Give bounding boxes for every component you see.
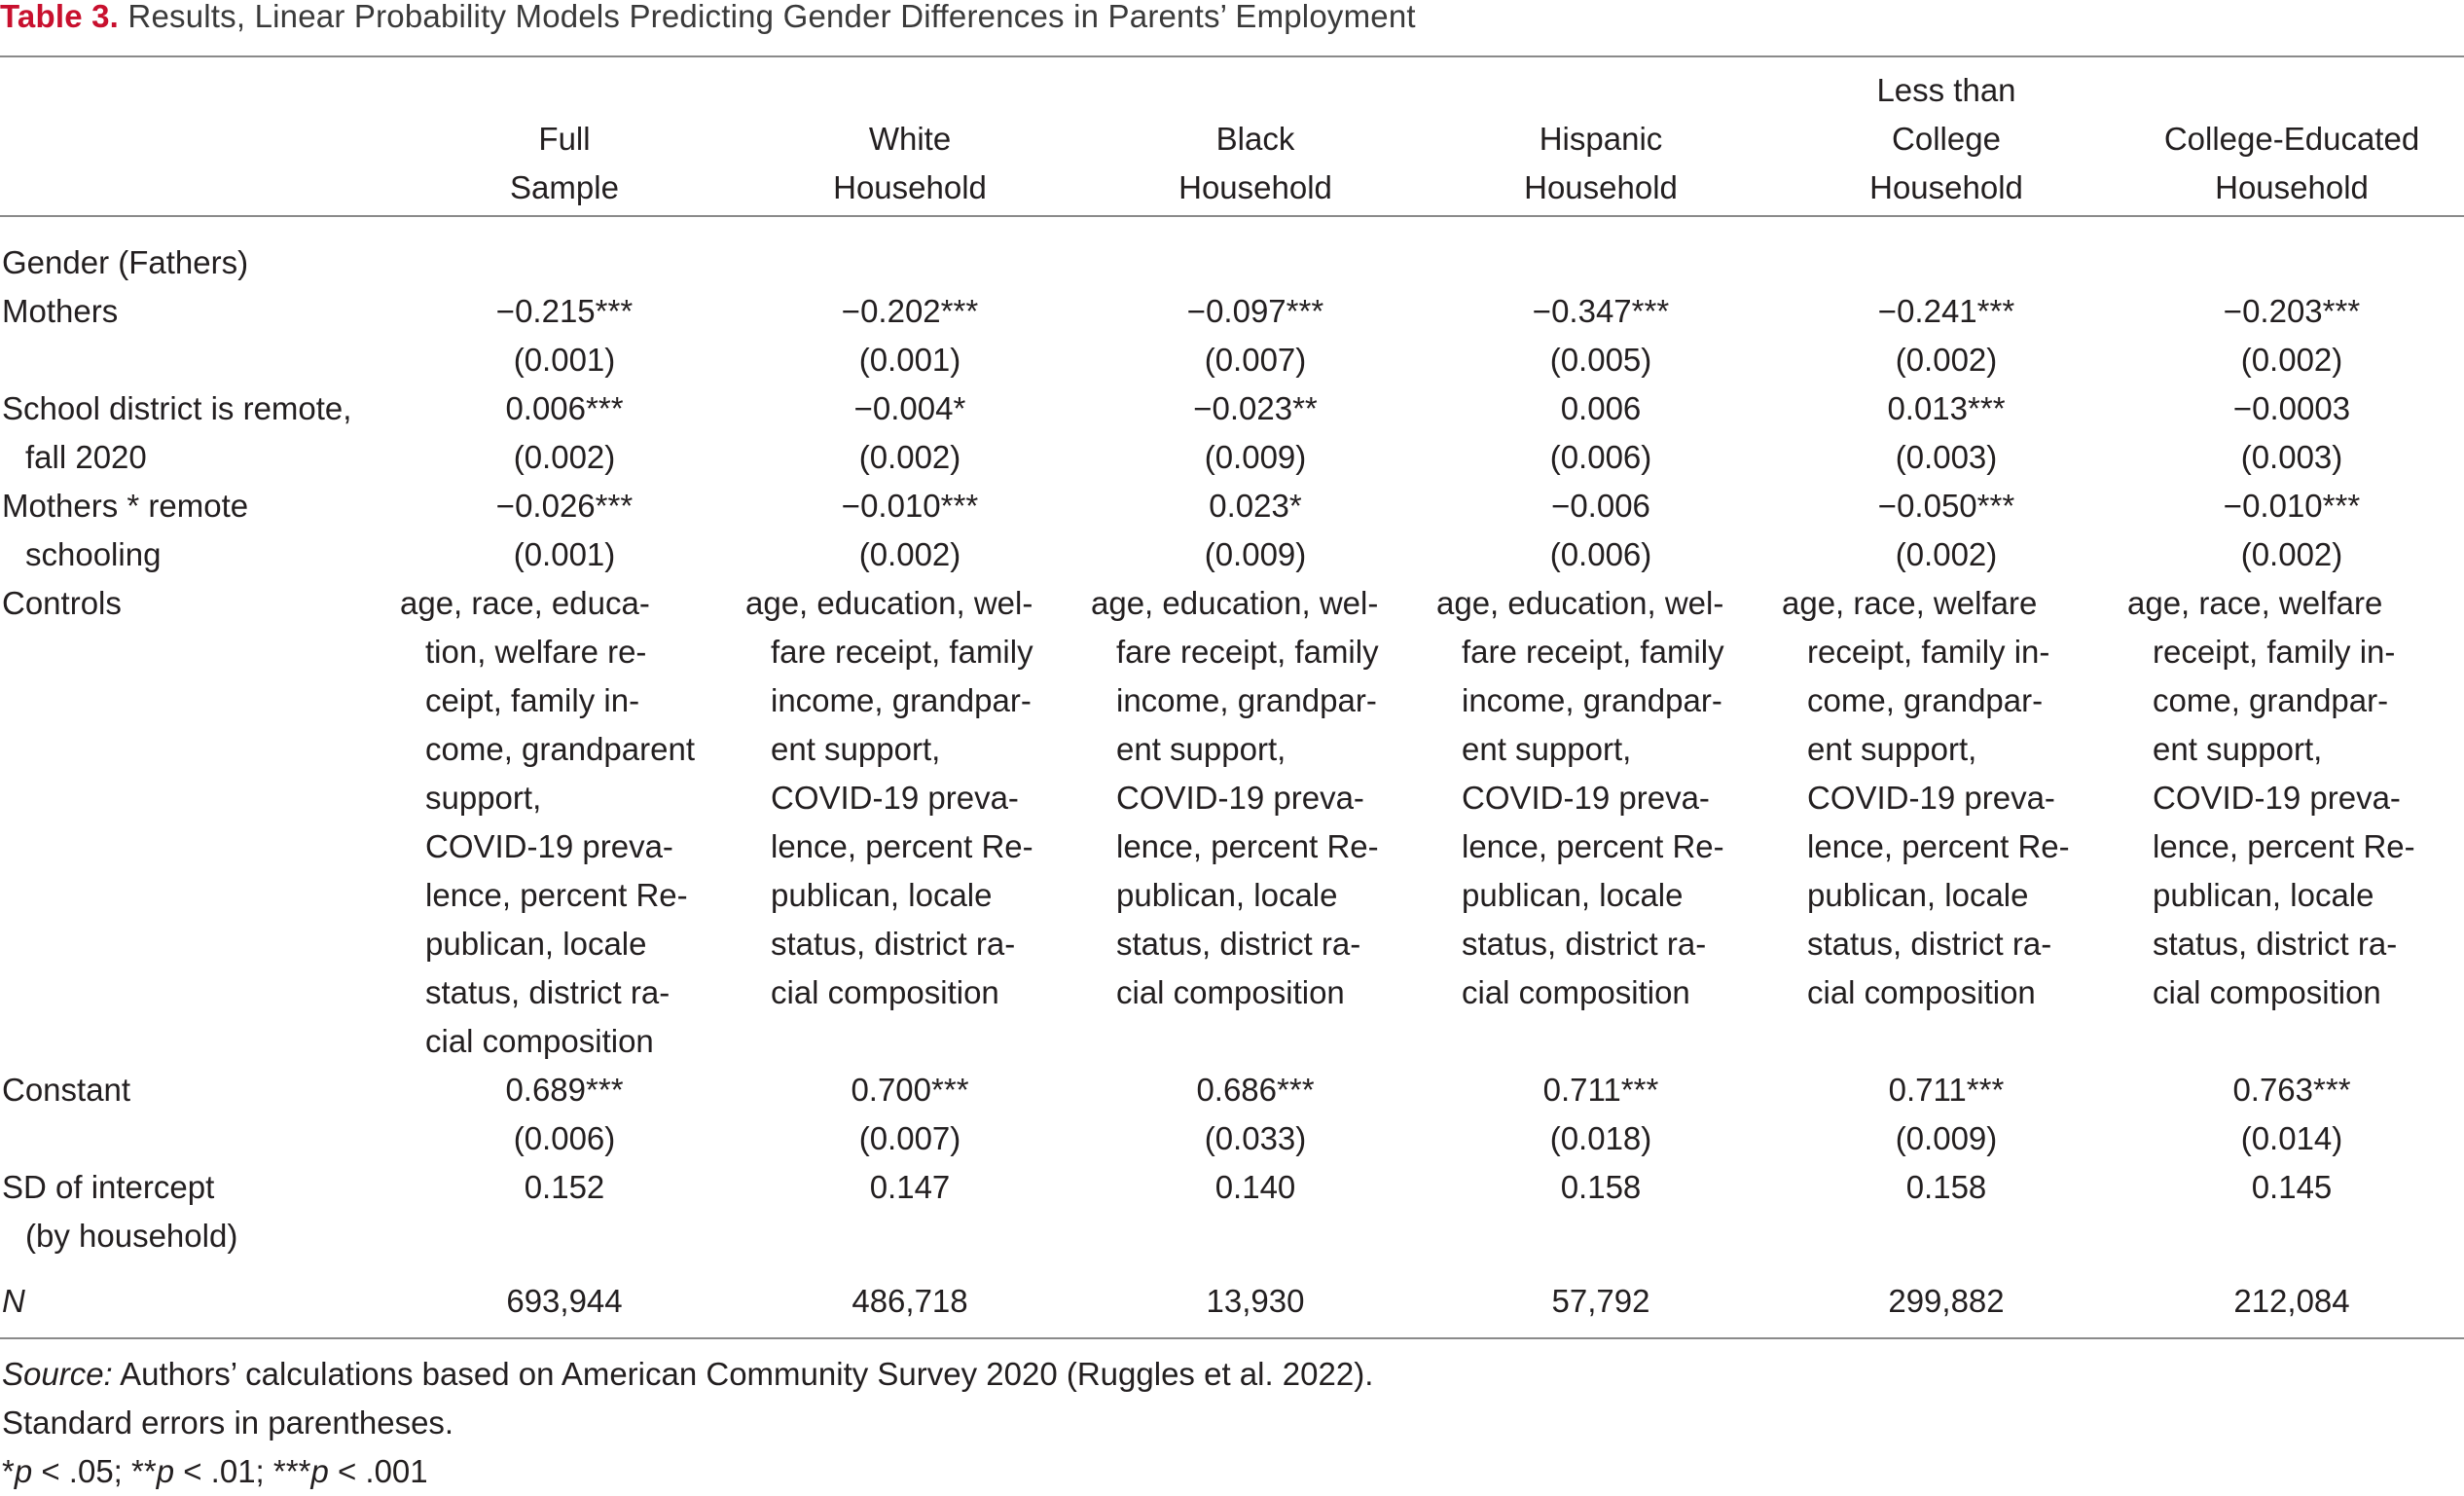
- controls-line: tion, welfare re-: [425, 634, 647, 670]
- controls-line: ent support,: [1807, 731, 1977, 767]
- interaction-coef-cell: −0.006: [1551, 488, 1650, 524]
- mothers-se-cell: (0.001): [858, 342, 961, 378]
- constant-se-cell: (0.009): [1895, 1120, 1998, 1156]
- row-label-remote-cont: fall 2020: [25, 439, 147, 475]
- controls-line: age, race, welfare: [2127, 585, 2383, 621]
- mothers-se-cell: (0.007): [1204, 342, 1307, 378]
- column-header-college-educated: College-Educated Household: [2163, 121, 2420, 205]
- controls-cell: [1782, 579, 2070, 1017]
- remote-se-cell: (0.009): [1204, 439, 1307, 475]
- controls-cell: [1091, 579, 1379, 1017]
- constant-se-cell: (0.014): [2240, 1120, 2343, 1156]
- row-label-interaction: Mothers * remote: [2, 488, 249, 524]
- controls-line: receipt, family in-: [2153, 634, 2396, 670]
- interaction-coef-cell: −0.026***: [495, 488, 634, 524]
- row-label-interaction-cont: schooling: [25, 536, 162, 572]
- column-header-less-than-college: Less than College Household: [1869, 72, 2023, 205]
- column-header-full-sample: Full Sample: [510, 121, 619, 205]
- mothers-se-cell: (0.001): [513, 342, 616, 378]
- interaction-se-cell: (0.001): [513, 536, 616, 572]
- controls-cell: [2127, 579, 2415, 1017]
- controls-line: cial composition: [2153, 974, 2381, 1010]
- interaction-se-cell: (0.006): [1549, 536, 1652, 572]
- row-label-sd-intercept-cont: (by household): [25, 1218, 238, 1254]
- controls-line: publican, locale: [771, 877, 993, 913]
- controls-line: age, race, educa-: [400, 585, 650, 621]
- controls-line: cial composition: [1807, 974, 2036, 1010]
- controls-line: cial composition: [1462, 974, 1690, 1010]
- controls-line: cial composition: [1116, 974, 1345, 1010]
- mothers-coef-cell: −0.215***: [495, 293, 634, 329]
- controls-line: age, education, wel-: [745, 585, 1033, 621]
- controls-line: COVID-19 preva-: [2153, 780, 2401, 816]
- controls-line: status, district ra-: [1116, 926, 1361, 962]
- significance-note: *p < .05; **p < .01; ***p < .001: [2, 1453, 428, 1489]
- remote-se-cell: (0.003): [1895, 439, 1998, 475]
- mothers-coef-cell: −0.347***: [1532, 293, 1670, 329]
- remote-coef-cell: 0.006: [1560, 390, 1642, 426]
- interaction-se-cell: (0.002): [858, 536, 961, 572]
- mothers-se-cell: (0.002): [2240, 342, 2343, 378]
- interaction-se-cell: (0.002): [2240, 536, 2343, 572]
- n-cell: 57,792: [1551, 1283, 1650, 1319]
- controls-line: fare receipt, family: [1462, 634, 1724, 670]
- interaction-coef-cell: 0.023*: [1209, 488, 1302, 524]
- row-label-mothers: Mothers: [2, 293, 119, 329]
- row-label-gender: Gender (Fathers): [2, 244, 249, 280]
- interaction-se-cell: (0.002): [1895, 536, 1998, 572]
- row-label-controls: Controls: [2, 585, 122, 621]
- controls-line: age, education, wel-: [1091, 585, 1379, 621]
- column-header-black-household: Black Household: [1178, 121, 1332, 205]
- controls-line: income, grandpar-: [1116, 682, 1377, 718]
- controls-line: lence, percent Re-: [1807, 828, 2070, 864]
- controls-line: COVID-19 preva-: [1807, 780, 2055, 816]
- constant-coef-cell: 0.711***: [1542, 1072, 1659, 1108]
- sd-intercept-cell: 0.158: [1905, 1169, 1987, 1205]
- controls-line: ent support,: [2153, 731, 2323, 767]
- controls-line: lence, percent Re-: [425, 877, 688, 913]
- controls-line: publican, locale: [425, 926, 647, 962]
- constant-coef-cell: 0.763***: [2232, 1072, 2351, 1108]
- n-cell: 13,930: [1206, 1283, 1305, 1319]
- controls-cell: [745, 579, 1033, 1017]
- bottom-rule: [0, 1337, 2464, 1339]
- n-cell: 299,882: [1888, 1283, 2005, 1319]
- source-text: Authors’ calculations based on American Community Survey 2020 (Ruggles et al. 2022).: [112, 1356, 1374, 1392]
- controls-cell: [400, 579, 696, 1066]
- controls-line: cial composition: [771, 974, 999, 1010]
- sd-intercept-cell: 0.145: [2251, 1169, 2333, 1205]
- controls-line: publican, locale: [2153, 877, 2374, 913]
- constant-se-cell: (0.018): [1549, 1120, 1652, 1156]
- header-rule: [0, 215, 2464, 217]
- remote-coef-cell: 0.006***: [505, 390, 624, 426]
- controls-line: come, grandparent: [425, 731, 696, 767]
- controls-line: status, district ra-: [771, 926, 1016, 962]
- controls-line: publican, locale: [1462, 877, 1684, 913]
- top-rule: [0, 55, 2464, 57]
- controls-line: status, district ra-: [425, 974, 670, 1010]
- remote-se-cell: (0.002): [858, 439, 961, 475]
- row-label-constant: Constant: [2, 1072, 131, 1108]
- constant-coef-cell: 0.686***: [1196, 1072, 1315, 1108]
- row-label-remote: School district is remote,: [2, 390, 352, 426]
- sd-intercept-cell: 0.147: [869, 1169, 951, 1205]
- mothers-coef-cell: −0.202***: [841, 293, 979, 329]
- row-label-sd-intercept: SD of intercept: [2, 1169, 215, 1205]
- controls-line: status, district ra-: [1807, 926, 2052, 962]
- controls-line: publican, locale: [1116, 877, 1338, 913]
- controls-line: lence, percent Re-: [1116, 828, 1379, 864]
- controls-line: receipt, family in-: [1807, 634, 2050, 670]
- controls-cell: [1436, 579, 1724, 1017]
- mothers-se-cell: (0.002): [1895, 342, 1998, 378]
- standard-error-note: Standard errors in parentheses.: [2, 1405, 454, 1441]
- interaction-se-cell: (0.009): [1204, 536, 1307, 572]
- controls-line: COVID-19 preva-: [425, 828, 673, 864]
- controls-line: ceipt, family in-: [425, 682, 640, 718]
- source-note: [2, 1350, 1373, 1399]
- controls-line: COVID-19 preva-: [1116, 780, 1364, 816]
- remote-se-cell: (0.002): [513, 439, 616, 475]
- remote-coef-cell: −0.004*: [853, 390, 966, 426]
- controls-line: lence, percent Re-: [2153, 828, 2415, 864]
- controls-line: COVID-19 preva-: [1462, 780, 1710, 816]
- constant-se-cell: (0.007): [858, 1120, 961, 1156]
- interaction-coef-cell: −0.010***: [841, 488, 979, 524]
- constant-coef-cell: 0.689***: [505, 1072, 624, 1108]
- table-label: Table 3.: [0, 0, 120, 34]
- controls-line: come, grandpar-: [2153, 682, 2389, 718]
- remote-se-cell: (0.003): [2240, 439, 2343, 475]
- controls-line: income, grandpar-: [1462, 682, 1722, 718]
- controls-line: fare receipt, family: [771, 634, 1033, 670]
- controls-line: publican, locale: [1807, 877, 2029, 913]
- controls-line: fare receipt, family: [1116, 634, 1379, 670]
- interaction-coef-cell: −0.050***: [1877, 488, 2015, 524]
- n-cell: 693,944: [506, 1283, 623, 1319]
- table-title: Results, Linear Probability Models Predicting Gender Differences in Parents’ Employment: [127, 0, 1416, 34]
- controls-line: age, education, wel-: [1436, 585, 1724, 621]
- column-header-white-household: White Household: [833, 121, 987, 205]
- column-header-hispanic-household: Hispanic Household: [1524, 121, 1678, 205]
- controls-line: income, grandpar-: [771, 682, 1032, 718]
- controls-line: COVID-19 preva-: [771, 780, 1019, 816]
- controls-line: lence, percent Re-: [1462, 828, 1724, 864]
- remote-coef-cell: −0.0003: [2232, 390, 2351, 426]
- n-cell: 486,718: [852, 1283, 968, 1319]
- mothers-coef-cell: −0.203***: [2223, 293, 2361, 329]
- mothers-se-cell: (0.005): [1549, 342, 1652, 378]
- mothers-coef-cell: −0.241***: [1877, 293, 2015, 329]
- mothers-coef-cell: −0.097***: [1186, 293, 1324, 329]
- constant-coef-cell: 0.711***: [1888, 1072, 2005, 1108]
- table-caption: [0, 0, 1416, 33]
- controls-line: lence, percent Re-: [771, 828, 1033, 864]
- controls-line: ent support,: [1462, 731, 1632, 767]
- controls-line: come, grandpar-: [1807, 682, 2044, 718]
- constant-se-cell: (0.033): [1204, 1120, 1307, 1156]
- remote-coef-cell: −0.023**: [1193, 390, 1318, 426]
- controls-line: status, district ra-: [1462, 926, 1707, 962]
- controls-line: ent support,: [1116, 731, 1286, 767]
- remote-coef-cell: 0.013***: [1887, 390, 2006, 426]
- sd-intercept-cell: 0.152: [524, 1169, 605, 1205]
- controls-line: age, race, welfare: [1782, 585, 2038, 621]
- controls-line: ent support,: [771, 731, 941, 767]
- n-cell: 212,084: [2233, 1283, 2350, 1319]
- sd-intercept-cell: 0.140: [1214, 1169, 1296, 1205]
- controls-line: cial composition: [425, 1023, 654, 1059]
- constant-coef-cell: 0.700***: [851, 1072, 969, 1108]
- remote-se-cell: (0.006): [1549, 439, 1652, 475]
- interaction-coef-cell: −0.010***: [2223, 488, 2361, 524]
- constant-se-cell: (0.006): [513, 1120, 616, 1156]
- row-label-n: N: [2, 1283, 25, 1319]
- source-label: Source:: [2, 1356, 113, 1392]
- controls-line: status, district ra-: [2153, 926, 2398, 962]
- sd-intercept-cell: 0.158: [1560, 1169, 1642, 1205]
- controls-line: support,: [425, 780, 542, 816]
